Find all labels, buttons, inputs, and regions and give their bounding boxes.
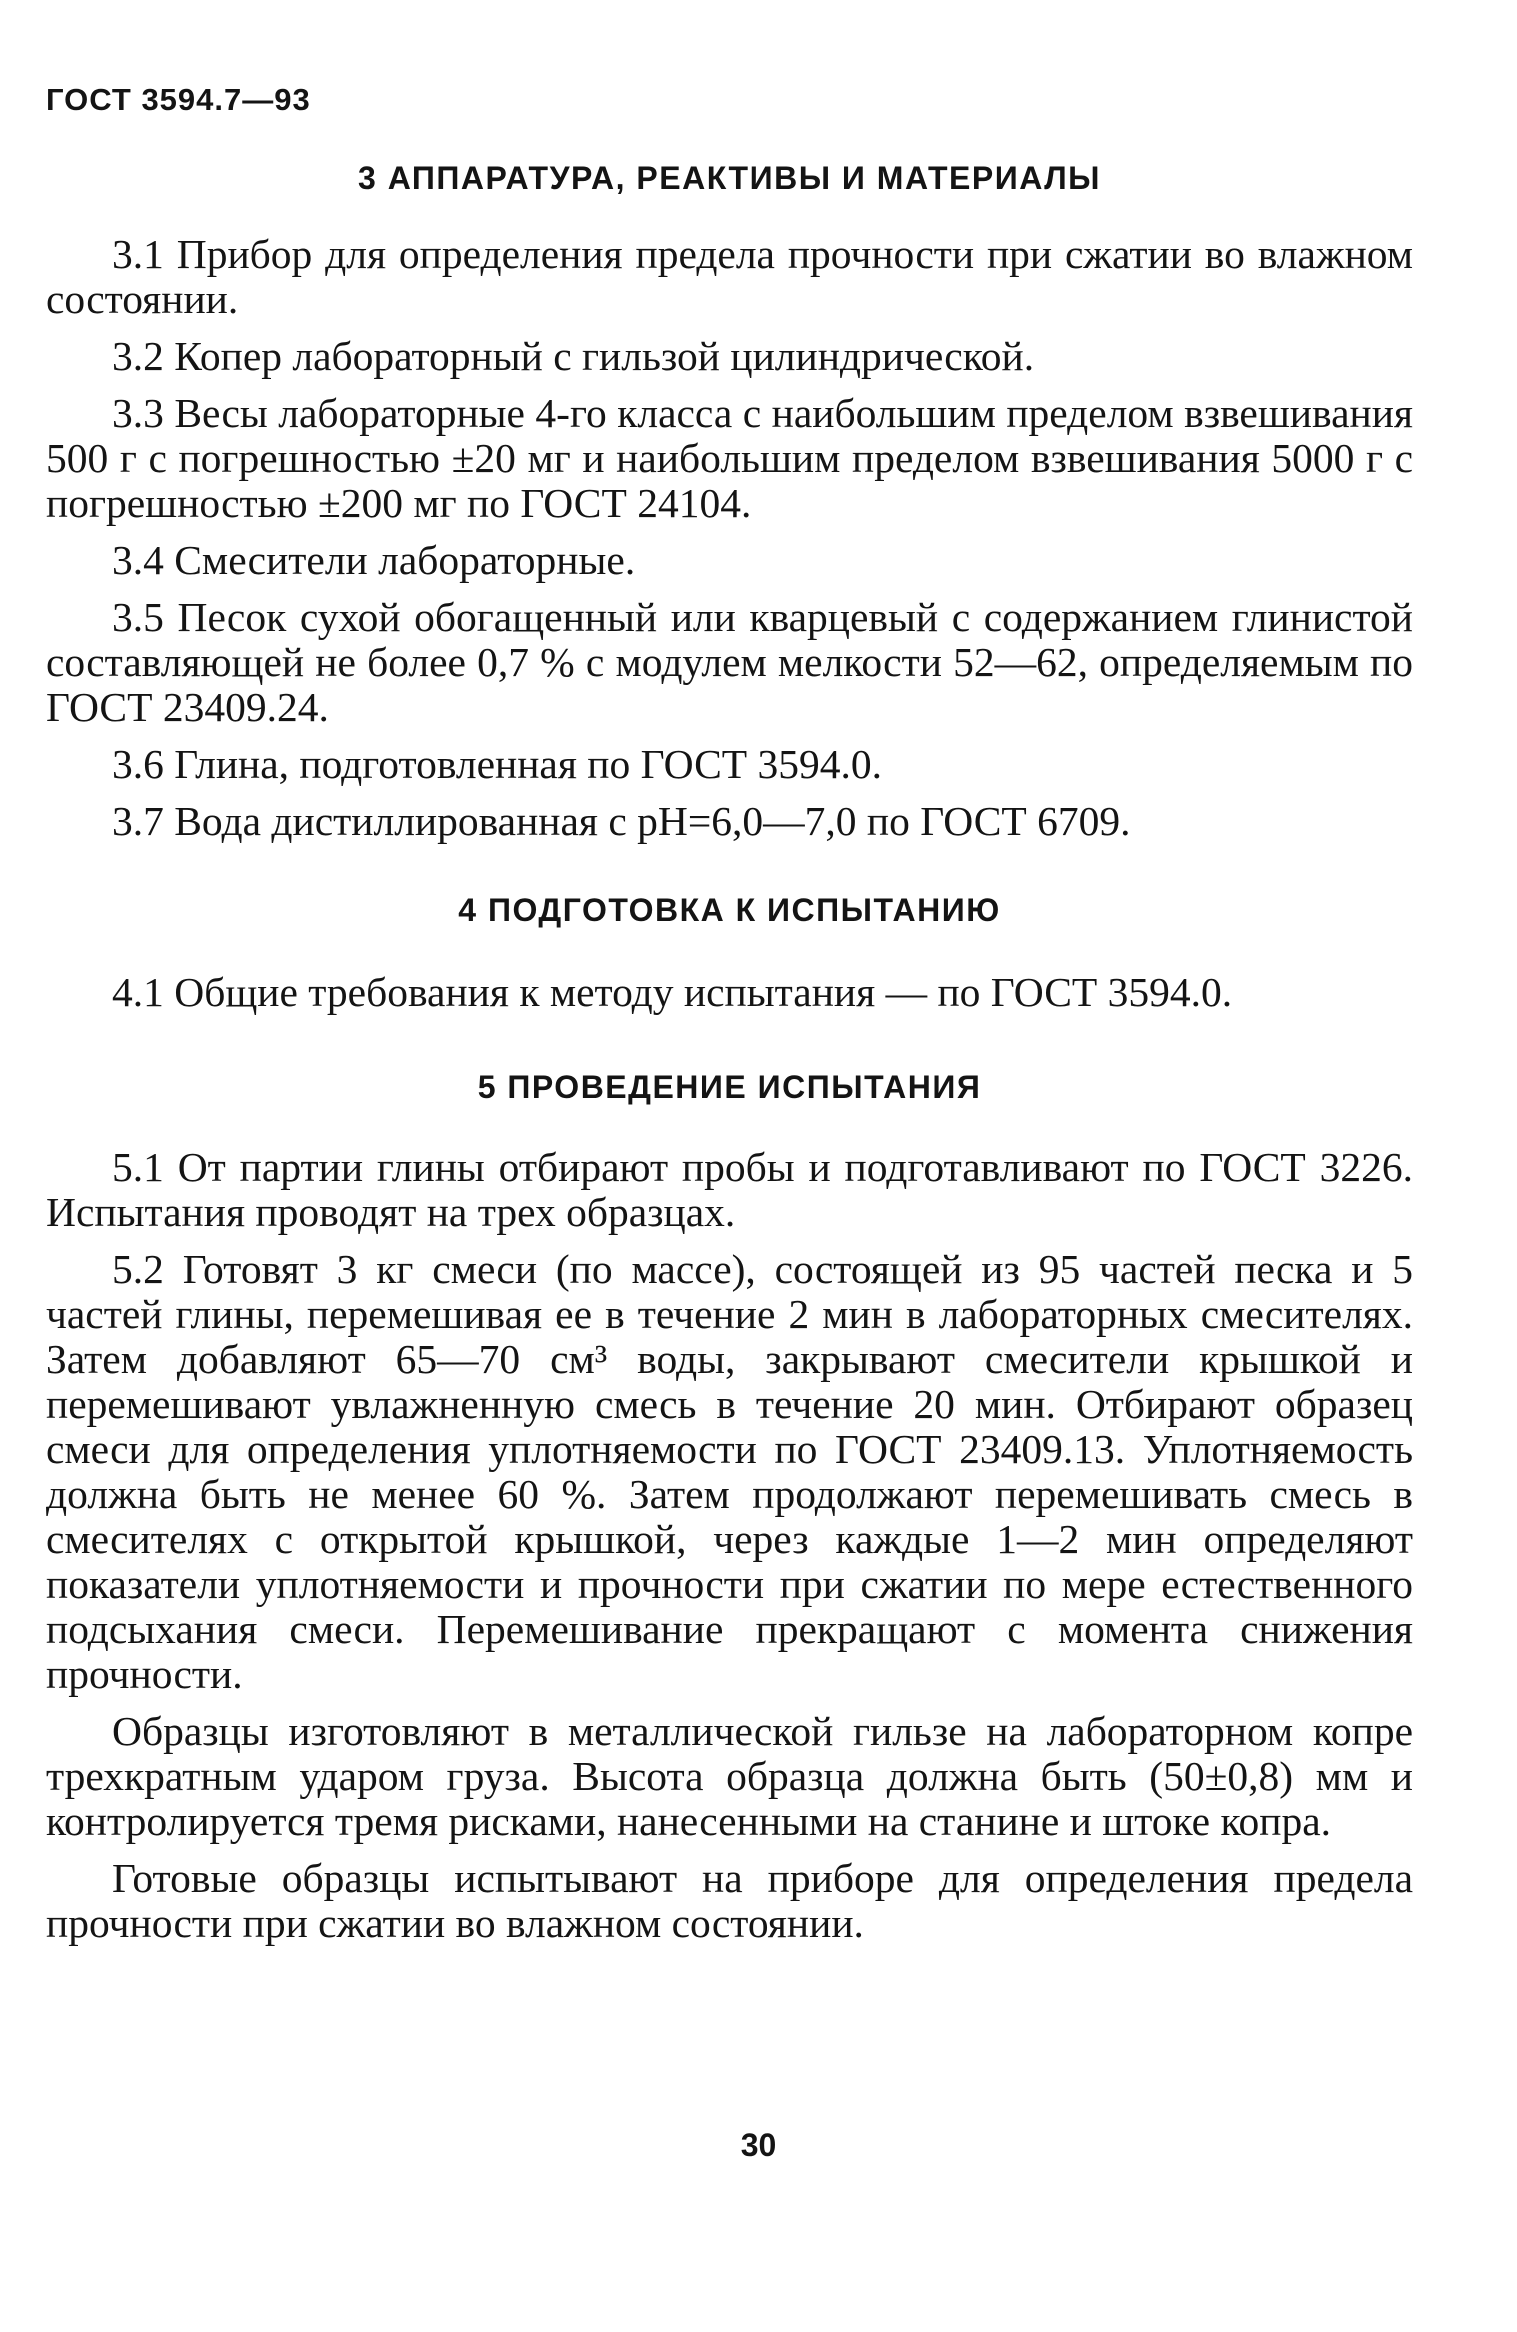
clause-3-7: 3.7 Вода дистиллированная с pH=6,0—7,0 по ГОСТ 6709. <box>112 798 1131 844</box>
section-5-heading: 5 ПРОВЕДЕНИЕ ИСПЫТАНИЯ <box>477 1069 982 1105</box>
section-4-heading: 4 ПОДГОТОВКА К ИСПЫТАНИЮ <box>458 892 1001 928</box>
running-header: ГОСТ 3594.7—93 <box>46 82 311 117</box>
clause-5-2-sample-testing: Готовые образцы испытывают на приборе для определения предела прочности при сжатии во влажном состоянии. <box>46 1855 1413 1946</box>
clause-5-2-sample-preparation: Образцы изготовляют в металлической гильзе на лабораторном копре трехкратным ударом груза. Высота образца должна быть (50±0,8) мм и контролируется тремя рисками, нанесенными на станине и штоке копра. <box>46 1708 1413 1844</box>
clause-3-2: 3.2 Копер лабораторный с гильзой цилиндрической. <box>112 333 1035 379</box>
clause-3-1: 3.1 Прибор для определения предела прочности при сжатии во влажном состоянии. <box>46 231 1413 322</box>
clause-5-1: 5.1 От партии глины отбирают пробы и подготавливают по ГОСТ 3226. Испытания проводят на трех образцах. <box>46 1144 1413 1235</box>
clause-3-3: 3.3 Весы лабораторные 4-го класса с наибольшим пределом взвешивания 500 г с погрешностью ±20 мг и наибольшим пределом взвешивания 5000 г с погрешностью ±200 мг по ГОСТ 24104. <box>46 390 1413 526</box>
clause-3-6: 3.6 Глина, подготовленная по ГОСТ 3594.0. <box>112 741 882 787</box>
section-3-heading: 3 АППАРАТУРА, РЕАКТИВЫ И МАТЕРИАЛЫ <box>358 160 1101 196</box>
clause-3-5: 3.5 Песок сухой обогащенный или кварцевый с содержанием глинистой составляющей не более 0,7 % с модулем мелкости 52—62, определяемым по ГОСТ 23409.24. <box>46 594 1413 730</box>
clause-5-2: 5.2 Готовят 3 кг смеси (по массе), состоящей из 95 частей песка и 5 частей глины, перемешивая ее в течение 2 мин в лабораторных смесителях. Затем добавляют 65—70 см³ воды, закрывают смесители крышкой и перемешивают увлажненную смесь в течение 20 мин. Отбирают образец смеси для определения уплотняемости по ГОСТ 23409.13. Уплотняемость должна быть не менее 60 %. Затем продолжают перемешивать смесь в смесителях с открытой крышкой, через каждые 1—2 мин определяют показатели уплотняемости и прочности при сжатии по мере естественного подсыхания смеси. Перемешивание прекращают с момента снижения прочности. <box>46 1246 1413 1697</box>
clause-4-1: 4.1 Общие требования к методу испытания — по ГОСТ 3594.0. <box>112 969 1233 1015</box>
page-number: 30 <box>740 2127 777 2163</box>
clause-3-4: 3.4 Смесители лабораторные. <box>112 537 636 583</box>
